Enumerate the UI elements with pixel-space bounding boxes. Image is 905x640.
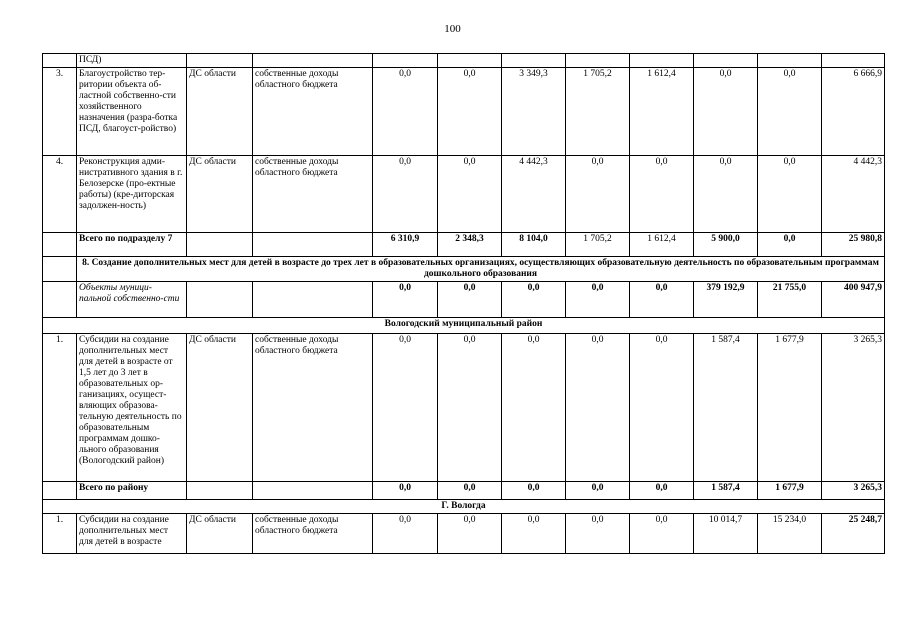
row-number: 4. bbox=[43, 156, 77, 233]
value-cell: 0,0 bbox=[694, 156, 758, 233]
value-cell: 3 349,3 bbox=[502, 68, 566, 156]
value-cell-total: 6 666,9 bbox=[822, 68, 885, 156]
cell-value bbox=[758, 54, 822, 68]
cell-src bbox=[253, 54, 373, 68]
total-label: Всего по подразделу 7 bbox=[77, 233, 187, 257]
value-cell: 0,0 bbox=[566, 334, 630, 482]
cell-value bbox=[822, 54, 885, 68]
cell-resp bbox=[187, 282, 253, 318]
value-cell: 0,0 bbox=[438, 282, 502, 318]
value-cell: 0,0 bbox=[758, 68, 822, 156]
value-cell: 0,0 bbox=[694, 68, 758, 156]
cell-num bbox=[43, 54, 77, 68]
value-cell: 0,0 bbox=[502, 482, 566, 500]
row-source: собственные доходы областного бюджета bbox=[253, 514, 373, 554]
value-cell: 10 014,7 bbox=[694, 514, 758, 554]
table-row-objects bbox=[43, 282, 885, 318]
value-cell: 1 677,9 bbox=[758, 482, 822, 500]
value-cell: 1 677,9 bbox=[758, 334, 822, 482]
cell-name: ПСД) bbox=[77, 54, 187, 68]
cell-num bbox=[43, 233, 77, 257]
row-name: Объекты муници-пальной собственно-сти bbox=[77, 282, 187, 318]
budget-table bbox=[42, 53, 885, 554]
value-cell: 0,0 bbox=[502, 334, 566, 482]
value-cell: 1 587,4 bbox=[694, 482, 758, 500]
cell-value bbox=[566, 54, 630, 68]
row-responsible: ДС области bbox=[187, 514, 253, 554]
cell-src bbox=[253, 482, 373, 500]
value-cell: 2 348,3 bbox=[438, 233, 502, 257]
value-cell: 1 705,2 bbox=[566, 68, 630, 156]
cell-src bbox=[253, 282, 373, 318]
value-cell-total: 4 442,3 bbox=[822, 156, 885, 233]
district-header-row bbox=[43, 500, 885, 514]
value-cell: 0,0 bbox=[566, 514, 630, 554]
table-row-district-total bbox=[43, 482, 885, 500]
value-cell: 0,0 bbox=[502, 514, 566, 554]
cell-resp bbox=[187, 233, 253, 257]
value-cell: 0,0 bbox=[438, 156, 502, 233]
cell-value bbox=[630, 54, 694, 68]
cell-num bbox=[43, 257, 77, 282]
row-source: собственные доходы областного бюджета bbox=[253, 68, 373, 156]
cell-num bbox=[43, 482, 77, 500]
value-cell: 0,0 bbox=[630, 482, 694, 500]
row-responsible: ДС области bbox=[187, 156, 253, 233]
table-row-total-subsection bbox=[43, 233, 885, 257]
cell-value bbox=[694, 54, 758, 68]
value-cell: 0,0 bbox=[373, 514, 438, 554]
page-number: 100 bbox=[444, 23, 461, 35]
value-cell: 5 900,0 bbox=[694, 233, 758, 257]
cell-value bbox=[438, 54, 502, 68]
cell-num bbox=[43, 282, 77, 318]
value-cell-total: 25 248,7 bbox=[822, 514, 885, 554]
value-cell-total: 400 947,9 bbox=[822, 282, 885, 318]
value-cell-total: 3 265,3 bbox=[822, 482, 885, 500]
district-title: Г. Вологда bbox=[43, 500, 885, 514]
value-cell: 21 755,0 bbox=[758, 282, 822, 318]
value-cell: 0,0 bbox=[566, 156, 630, 233]
table-row-district1-1 bbox=[43, 334, 885, 482]
value-cell-total: 25 980,8 bbox=[822, 233, 885, 257]
value-cell: 0,0 bbox=[373, 156, 438, 233]
value-cell: 4 442,3 bbox=[502, 156, 566, 233]
value-cell: 15 234,0 bbox=[758, 514, 822, 554]
row-number: 1. bbox=[43, 514, 77, 554]
value-cell: 0,0 bbox=[373, 334, 438, 482]
cell-value bbox=[373, 54, 438, 68]
value-cell: 0,0 bbox=[438, 482, 502, 500]
table-row-continuation bbox=[43, 54, 885, 68]
row-name: Благоустройство тер-ритории объекта об-ластной собственно-сти хозяйственного назначения (разра-ботка ПСД, благоуст-ройство) bbox=[77, 68, 187, 156]
row-number: 3. bbox=[43, 68, 77, 156]
value-cell: 0,0 bbox=[502, 282, 566, 318]
total-label: Всего по району bbox=[77, 482, 187, 500]
value-cell: 0,0 bbox=[758, 233, 822, 257]
value-cell-total: 3 265,3 bbox=[822, 334, 885, 482]
value-cell: 1 587,4 bbox=[694, 334, 758, 482]
value-cell: 0,0 bbox=[373, 282, 438, 318]
value-cell: 1 705,2 bbox=[566, 233, 630, 257]
district-header-row bbox=[43, 318, 885, 334]
cell-resp bbox=[187, 54, 253, 68]
cell-value bbox=[502, 54, 566, 68]
table-row-4 bbox=[43, 156, 885, 233]
row-name: Субсидии на создание дополнительных мест для детей в возрасте bbox=[77, 514, 187, 554]
cell-src bbox=[253, 233, 373, 257]
row-source: собственные доходы областного бюджета bbox=[253, 334, 373, 482]
value-cell: 0,0 bbox=[630, 334, 694, 482]
value-cell: 0,0 bbox=[373, 68, 438, 156]
row-source: собственные доходы областного бюджета bbox=[253, 156, 373, 233]
value-cell: 1 612,4 bbox=[630, 233, 694, 257]
value-cell: 0,0 bbox=[566, 282, 630, 318]
cell-resp bbox=[187, 482, 253, 500]
value-cell: 0,0 bbox=[630, 514, 694, 554]
value-cell: 379 192,9 bbox=[694, 282, 758, 318]
row-name: Субсидии на создание дополнительных мест для детей в возрасте от 1,5 лет до 3 лет в образовательных ор-ганизациях, осущест-вляющих образова-тельную деятельность по образовательным программам дошко-льного образования (Вологодский район) bbox=[77, 334, 187, 482]
district-title: Вологодский муниципальный район bbox=[43, 318, 885, 334]
value-cell: 0,0 bbox=[438, 68, 502, 156]
table-row-district2-1 bbox=[43, 514, 885, 554]
row-responsible: ДС области bbox=[187, 334, 253, 482]
value-cell: 0,0 bbox=[758, 156, 822, 233]
row-name: Реконструкция адми-нистративного здания в г. Белозерске (про-ектные работы) (кре-диторская задолжен-ность) bbox=[77, 156, 187, 233]
value-cell: 0,0 bbox=[566, 482, 630, 500]
section-title: 8. Создание дополнительных мест для детей в возрасте до трех лет в образовательных организациях, осуществляющих образовательную деятельность по образовательным программам дошкольного образования bbox=[77, 257, 885, 282]
section-header-row bbox=[43, 257, 885, 282]
value-cell: 6 310,9 bbox=[373, 233, 438, 257]
table-row-3 bbox=[43, 68, 885, 156]
value-cell: 0,0 bbox=[373, 482, 438, 500]
value-cell: 0,0 bbox=[630, 282, 694, 318]
value-cell: 0,0 bbox=[438, 514, 502, 554]
value-cell: 8 104,0 bbox=[502, 233, 566, 257]
value-cell: 0,0 bbox=[630, 156, 694, 233]
value-cell: 1 612,4 bbox=[630, 68, 694, 156]
value-cell: 0,0 bbox=[438, 334, 502, 482]
row-responsible: ДС области bbox=[187, 68, 253, 156]
row-number: 1. bbox=[43, 334, 77, 482]
